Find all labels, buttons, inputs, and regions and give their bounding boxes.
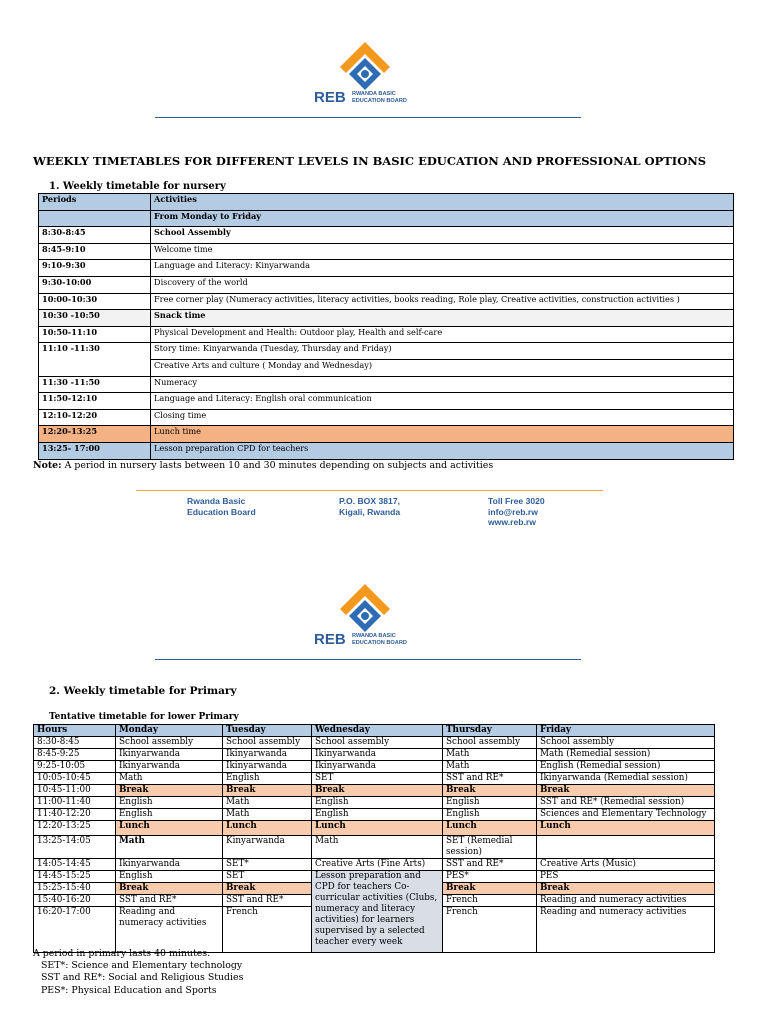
- svg-text:RWANDA BASIC: RWANDA BASIC: [352, 91, 396, 97]
- logo-abbr: REB: [314, 89, 346, 106]
- nursery-note: Note: A period in nursery lasts between 10 and 30 minutes depending on subjects and activities: [33, 460, 494, 471]
- footer-contact: Toll Free 3020 info@reb.rw www.reb.rw: [488, 496, 545, 527]
- header-rule: [155, 117, 581, 118]
- nursery-heading: 1. Weekly timetable for nursery: [49, 181, 226, 192]
- footer-org: Rwanda Basic Education Board: [187, 496, 256, 517]
- primary-heading: 2. Weekly timetable for Primary: [49, 685, 237, 697]
- wednesday-afternoon-cell: Lesson preparation and CPD for teachers Co-curricular activities (Clubs, numeracy and literacy activities) for learners supervised by a selected teacher every week: [312, 871, 443, 953]
- reb-house-icon: [310, 582, 430, 650]
- svg-text:EDUCATION BOARD: EDUCATION BOARD: [352, 640, 407, 646]
- primary-notes: A period in primary lasts 40 minutes. SET*: Science and Elementary technology SST and RE*: Social and Religious Studies PES*: Physical Education and Sports: [33, 948, 244, 996]
- footer-rule: [136, 490, 603, 491]
- nursery-table: Periods Activities From Monday to Friday 8:30-8:45 School Assembly 8:45-9:10 Welcome time 9:10-9:30 Language and Literacy: Kinyarwanda 9:30-10:00 Discovery of the world 10:00-10:30 Free corner play (Numeracy activities, literacy activities, books reading, Role play, Creative activities, construction activities ) 10:30 -10:50 Snack time 10:50-11:10 Physical Development and Health: Outdoor play, Health and self-care 11:10 -11:30 Story time: Kinyarwanda (Tuesday, Thursday and Friday) Creative Arts and culture ( Monday and Wednesday) 11:30 -11:50 Numeracy 11:50-12:10 Language and Literacy: English oral communication 12:10-12:20 Closing time 12:20-13:25 Lunch time 13:25- 17:00 Lesson preparation CPD for teachers: [38, 193, 734, 460]
- primary-table: Hours Monday Tuesday Wednesday Thursday Friday 8:30-8:45 School assembly School assembly School assembly School assembly School assembly 8:45-9:25 Ikinyarwanda Ikinyarwanda Ikinyarwanda Math Math (Remedial session) 9:25-10:05 Ikinyarwanda Ikinyarwanda Ikinyarwanda Math English (Remedial session) 10:05-10:45 Math English SET SST and RE* Ikinyarwanda (Remedial session) 10:45-11:00 Break Break Break Break Break 11:00-11:40 English Math English English SST and RE* (Remedial session) 11:40-12:20 English Math English English Sciences and Elementary Technology 12:20-13:25 Lunch Lunch Lunch Lunch Lunch 13:25-14:05 Math Kinyarwanda Math SET (Remedial session) 14:05-14:45 Ikinyarwanda SET* Creative Arts (Fine Arts) SST and RE* Creative Arts (Music) 14:45-15:25 English SET Lesson preparation and CPD for teachers Co-curricular activities (Clubs, numeracy and literacy activities) for learners supervised by a selected teacher every week PES* PES 15:25-15:40 Break Break Break Break 15:40-16:20 SST and RE* SST and RE* French Reading and numeracy activities 16:20-17:00 Reading and numeracy activities French French Reading and numeracy activities: [33, 724, 715, 953]
- svg-text:RWANDA BASIC: RWANDA BASIC: [352, 633, 396, 639]
- header-rule-2: [155, 659, 581, 660]
- reb-logo: [310, 40, 430, 108]
- svg-text:EDUCATION BOARD: EDUCATION BOARD: [352, 98, 407, 104]
- reb-house-icon: [310, 40, 430, 108]
- svg-text:REB: REB: [314, 631, 346, 648]
- page-title: WEEKLY TIMETABLES FOR DIFFERENT LEVELS IN BASIC EDUCATION AND PROFESSIONAL OPTIONS: [33, 154, 707, 168]
- footer-address: P.O. BOX 3817, Kigali, Rwanda: [339, 496, 401, 517]
- reb-logo-2: [310, 582, 430, 650]
- primary-subheading: Tentative timetable for lower Primary: [49, 712, 239, 722]
